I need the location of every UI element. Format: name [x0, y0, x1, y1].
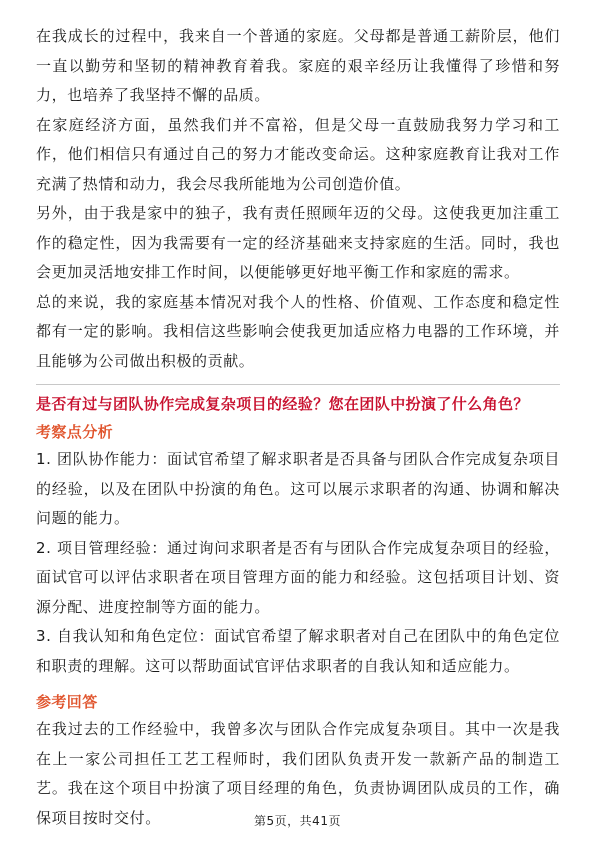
intro-paragraph: 在家庭经济方面，虽然我们并不富裕，但是父母一直鼓励我努力学习和工作，他们相信只有通过自己的努力才能改变命运。这种家庭教育让我对工作充满了热情和动力，我会尽我所能地为公司创造价值。: [36, 115, 560, 193]
intro-paragraph: 另外，由于我是家中的独子，我有责任照顾年迈的父母。这使我更加注重工作的稳定性，因为我需要有一定的经济基础来支持家庭的生活。同时，我也会更加灵活地安排工作时间，以便能够更好地平衡工作和家庭的需求。: [36, 204, 560, 281]
analysis-item: 3. 自我认知和角色定位：面试官希望了解求职者对自己在团队中的角色定位和职责的理解。这可以帮助面试官评估求职者的自我认知和适应能力。: [36, 627, 560, 675]
page-number: 第5页，共41页: [254, 814, 341, 828]
intro-paragraph: 在我成长的过程中，我来自一个普通的家庭。父母都是普通工薪阶层，他们一直以勤劳和坚韧的精神教育着我。家庭的艰辛经历让我懂得了珍惜和努力，也培养了我坚持不懈的品质。: [36, 27, 560, 104]
analysis-item: 2. 项目管理经验：通过询问求职者是否有与团队合作完成复杂项目的经验，面试官可以评估求职者在项目管理方面的能力和经验。这包括项目计划、资源分配、进度控制等方面的能力。: [36, 538, 560, 616]
analysis-item: 1. 团队协作能力：面试官希望了解求职者是否具备与团队合作完成复杂项目的经验，以及在团队中扮演的角色。这可以展示求职者的沟通、协调和解决问题的能力。: [36, 450, 560, 527]
section-divider: [36, 384, 560, 385]
interview-question: 是否有过与团队协作完成复杂项目的经验？您在团队中扮演了什么角色？: [36, 395, 529, 413]
analysis-heading: 考察点分析: [36, 423, 114, 441]
document-body: [36, 22, 560, 833]
answer-heading: 参考回答: [36, 693, 98, 711]
intro-paragraph: 总的来说，我的家庭基本情况对我个人的性格、价值观、工作态度和稳定性都有一定的影响。我相信这些影响会使我更加适应格力电器的工作环境，并且能够为公司做出积极的贡献。: [36, 292, 560, 370]
answer-paragraph: 在我过去的工作经验中，我曾多次与团队合作完成复杂项目。其中一次是我在上一家公司担任工艺工程师时，我们团队负责开发一款新产品的制造工艺。我在这个项目中扮演了项目经理的角色，负责协调团队成员的工作，确保项目按时交付。: [36, 720, 560, 827]
